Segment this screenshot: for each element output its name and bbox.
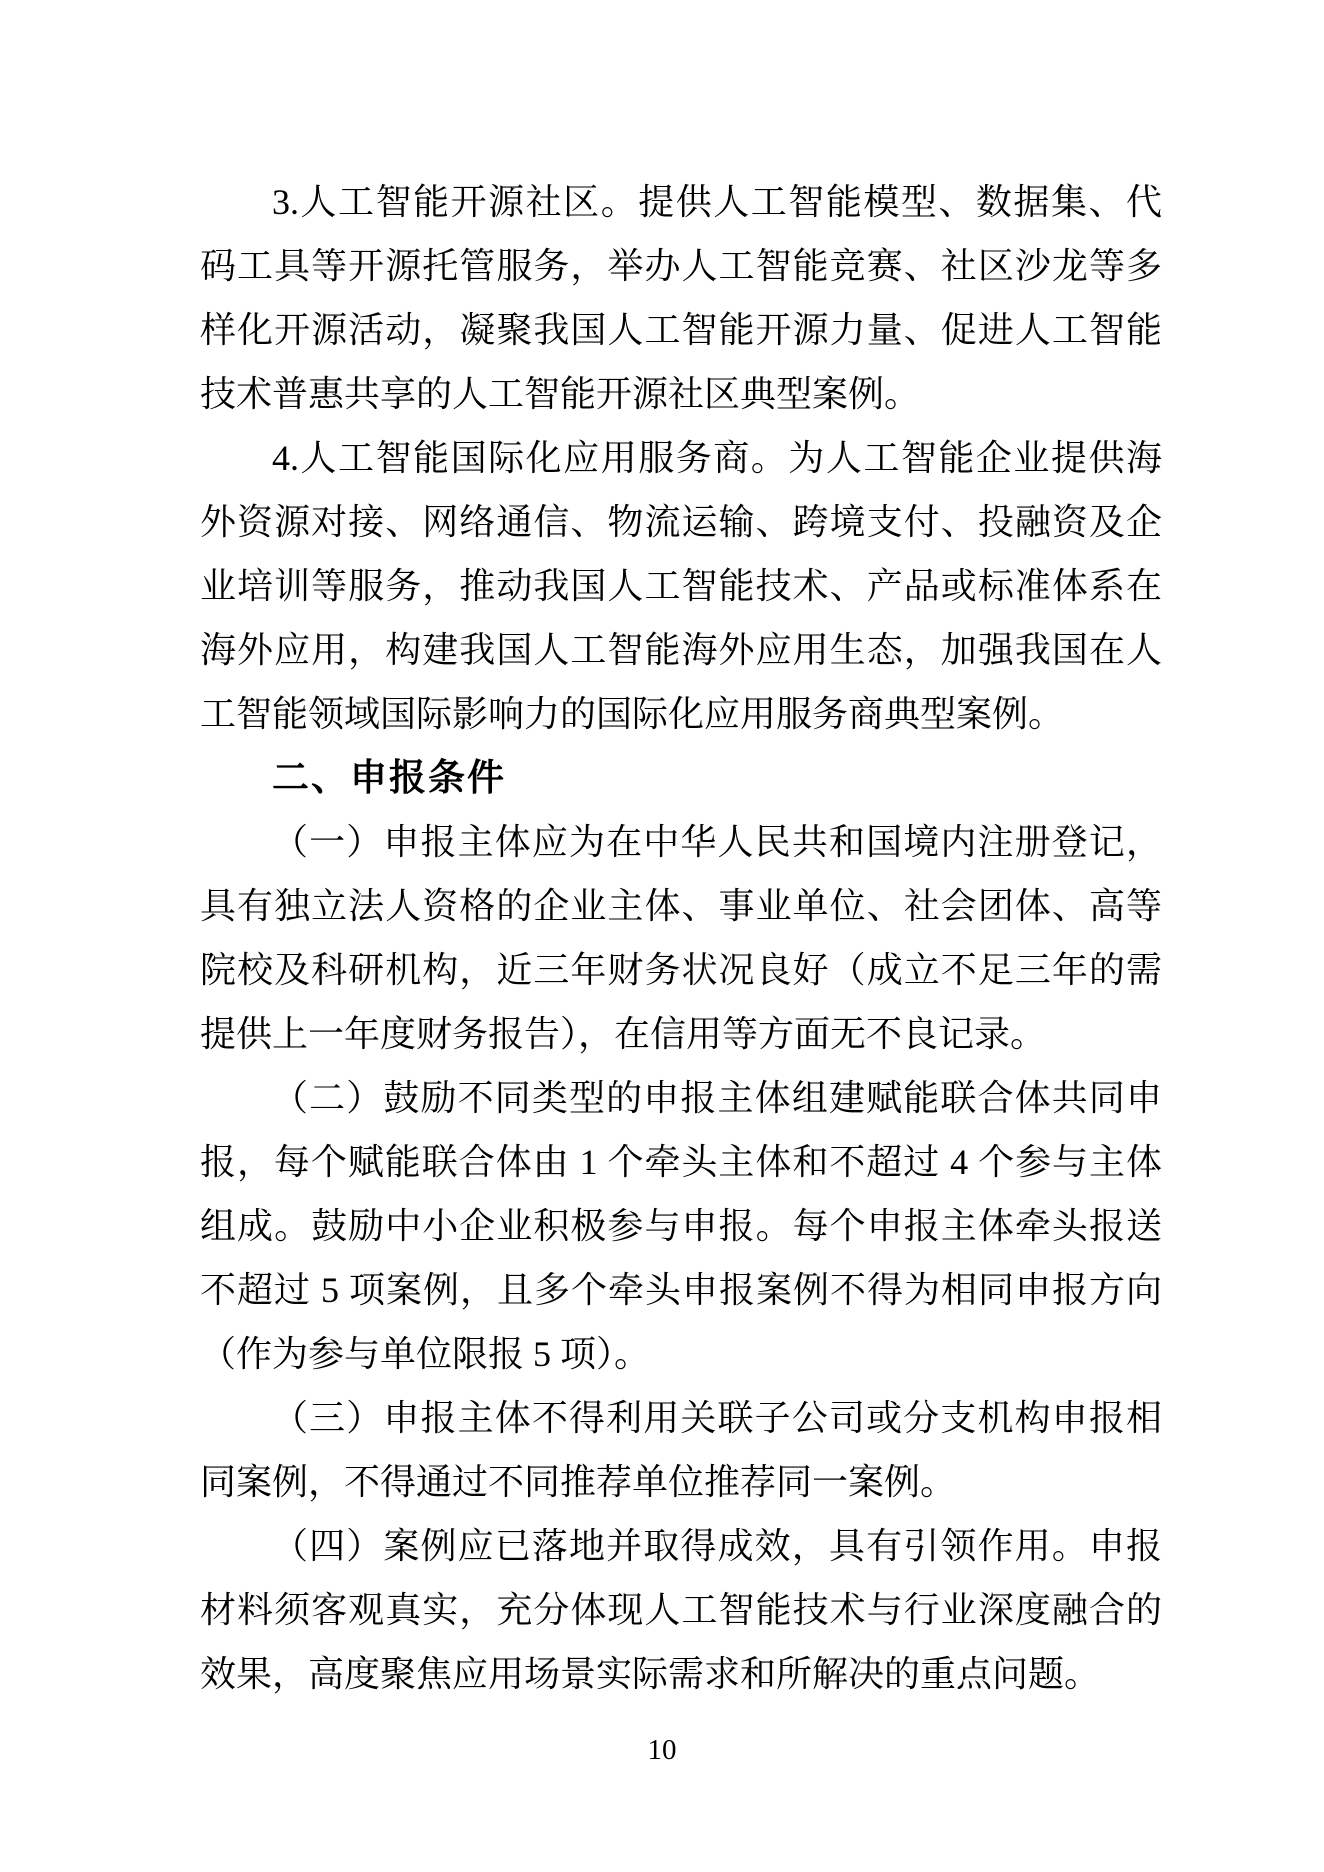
text-line: 材料须客观真实，充分体现人工智能技术与行业深度融合的 [200, 1590, 1162, 1630]
text-line: （作为参与单位限报 5 项）。 [200, 1334, 651, 1374]
text-line: 4.人工智能国际化应用服务商。为人工智能企业提供海 [272, 438, 1162, 478]
text-line: 二、申报条件 [272, 757, 506, 798]
paragraph [200, 1386, 1162, 1514]
page-number: 10 [647, 1734, 677, 1766]
paragraph [200, 1066, 1162, 1386]
text-line: 海外应用，构建我国人工智能海外应用生态，加强我国在人 [200, 630, 1162, 670]
text-line: 外资源对接、网络通信、物流运输、跨境支付、投融资及企 [200, 502, 1162, 542]
text-line: 具有独立法人资格的企业主体、事业单位、社会团体、高等 [200, 886, 1162, 926]
text-line: 技术普惠共享的人工智能开源社区典型案例。 [200, 374, 921, 414]
text-line: 码工具等开源托管服务，举办人工智能竞赛、社区沙龙等多 [200, 246, 1162, 286]
text-line: 报，每个赋能联合体由 1 个牵头主体和不超过 4 个参与主体 [200, 1142, 1162, 1182]
section-heading [200, 746, 1162, 810]
paragraph [200, 810, 1162, 1066]
text-line: （一）申报主体应为在中华人民共和国境内注册登记， [272, 822, 1162, 862]
text-line: （二）鼓励不同类型的申报主体组建赋能联合体共同申 [272, 1078, 1162, 1118]
page-footer [0, 1734, 1324, 1766]
text-line: 同案例，不得通过不同推荐单位推荐同一案例。 [200, 1462, 957, 1502]
text-line: 提供上一年度财务报告），在信用等方面无不良记录。 [200, 1014, 1047, 1054]
text-line: （四）案例应已落地并取得成效，具有引领作用。申报 [272, 1526, 1162, 1566]
text-line: 业培训等服务，推动我国人工智能技术、产品或标准体系在 [200, 566, 1162, 606]
paragraph [200, 170, 1162, 426]
paragraph [200, 1514, 1162, 1706]
text-line: 组成。鼓励中小企业积极参与申报。每个申报主体牵头报送 [200, 1206, 1162, 1246]
text-line: 不超过 5 项案例，且多个牵头申报案例不得为相同申报方向 [200, 1270, 1162, 1310]
text-line: （三）申报主体不得利用关联子公司或分支机构申报相 [272, 1398, 1162, 1438]
text-line: 效果，高度聚焦应用场景实际需求和所解决的重点问题。 [200, 1654, 1101, 1694]
text-line: 样化开源活动，凝聚我国人工智能开源力量、促进人工智能 [200, 310, 1162, 350]
text-line: 3.人工智能开源社区。提供人工智能模型、数据集、代 [272, 182, 1162, 222]
text-line: 院校及科研机构，近三年财务状况良好（成立不足三年的需 [200, 950, 1162, 990]
document-body [200, 170, 1162, 1706]
text-line: 工智能领域国际影响力的国际化应用服务商典型案例。 [200, 694, 1065, 734]
paragraph [200, 426, 1162, 746]
